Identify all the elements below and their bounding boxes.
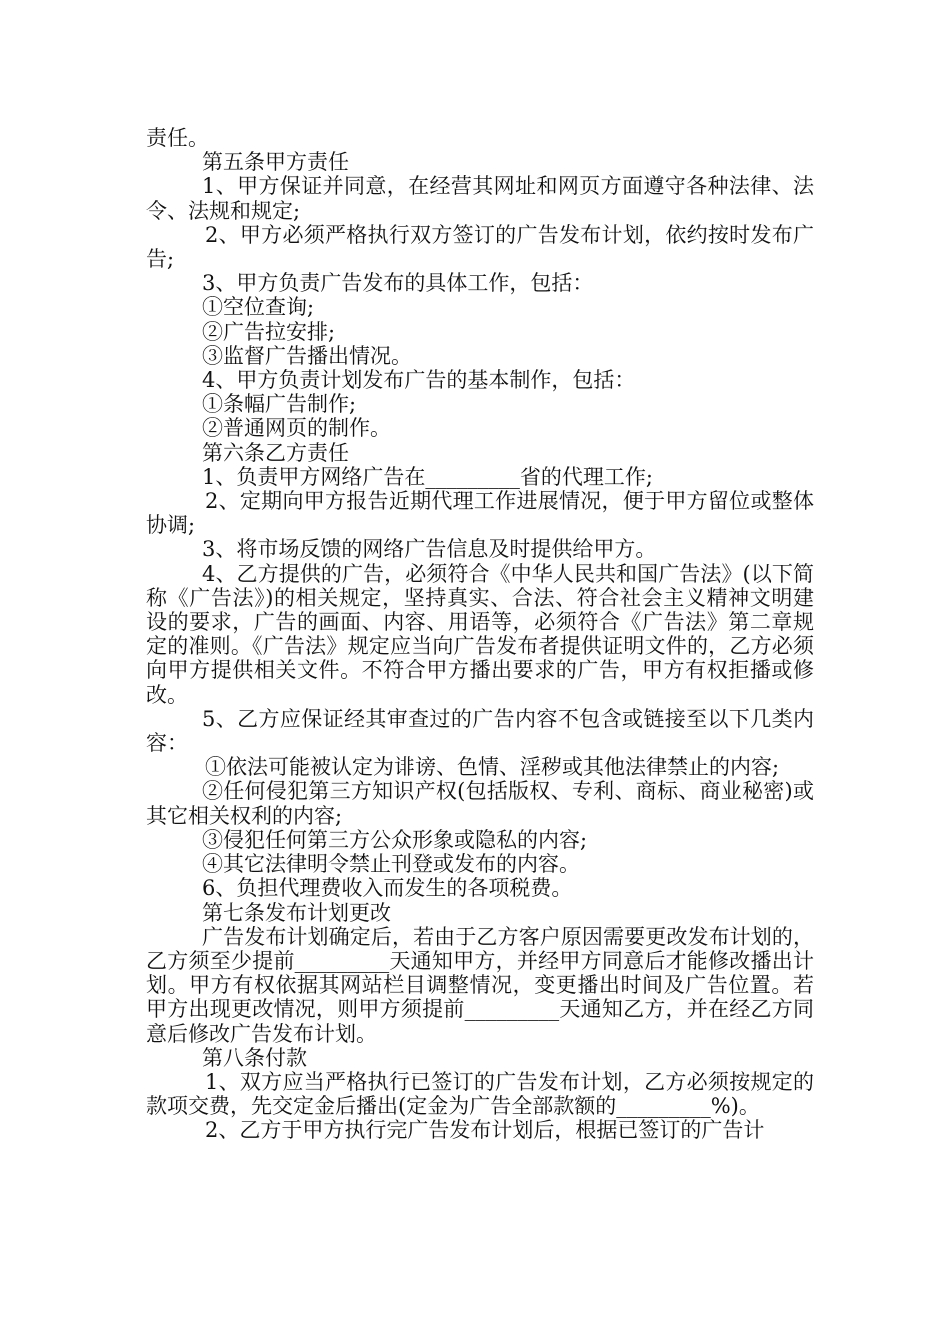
article-8-item-1: 1、双方应当严格执行已签订的广告发布计划，乙方必须按规定的款项交费，先交定金后播出(定金为广告全部款额的_________%)。 bbox=[146, 1069, 814, 1119]
article-5-item-2: 2、甲方必须严格执行双方签订的广告发布计划，依约按时发布广告; bbox=[146, 222, 814, 272]
article-5-item-4-sub-2: ②普通网页的制作。 bbox=[202, 416, 391, 441]
article-5-item-4-sub-1: ①条幅广告制作; bbox=[202, 392, 357, 417]
article-6-item-2: 2、定期向甲方报告近期代理工作进展情况，便于甲方留位或整体协调; bbox=[146, 489, 814, 538]
article-6-item-5-sub-1: ①依法可能被认定为诽谤、色情、淫秽或其他法律禁止的内容; bbox=[205, 755, 780, 780]
article-5-item-1: 1、甲方保证并同意，在经营其网址和网页方面遵守各种法律、法令、法规和规定; bbox=[146, 174, 814, 223]
article-6-item-5-sub-4: ④其它法律明令禁止刊登或发布的内容。 bbox=[202, 852, 580, 877]
article-5-item-3-sub-3: ③监督广告播出情况。 bbox=[202, 343, 412, 368]
article-7-body: 广告发布计划确定后，若由于乙方客户原因需要更改发布计划的，乙方须至少提前_________天通知甲方，并经甲方同意后才能修改播出计划。甲方有权依据其网站栏目调整情况，变更播出时间及广告位置。若甲方出现更改情况，则甲方须提前_________天通知乙方，并在经乙方同意后修改广告发布计划。 bbox=[146, 924, 814, 1046]
article-5-item-4: 4、甲方负责计划发布广告的基本制作，包括： bbox=[202, 368, 636, 393]
paragraph-continuation: 责任。 bbox=[146, 126, 209, 150]
article-6-item-6: 6、负担代理费收入而发生的各项税费。 bbox=[202, 876, 573, 901]
article-5-item-3-sub-2: ②广告拉安排; bbox=[202, 319, 336, 344]
article-7-heading: 第七条发布计划更改 bbox=[202, 900, 391, 925]
article-6-item-5: 5、乙方应保证经其审查过的广告内容不包含或链接至以下几类内容： bbox=[146, 706, 814, 756]
article-6-item-5-sub-2: ②任何侵犯第三方知识产权(包括版权、专利、商标、商业秘密)或其它相关权利的内容; bbox=[146, 779, 814, 828]
article-8-item-2: 2、乙方于甲方执行完广告发布计划后，根据已签订的广告计 bbox=[205, 1118, 765, 1143]
article-8-heading: 第八条付款 bbox=[202, 1045, 307, 1070]
article-5-item-3: 3、甲方负责广告发布的具体工作，包括： bbox=[202, 271, 594, 296]
article-6-heading: 第六条乙方责任 bbox=[202, 440, 349, 465]
article-5-item-3-sub-1: ①空位查询; bbox=[202, 295, 315, 320]
document-body bbox=[146, 126, 814, 1143]
article-5-heading: 第五条甲方责任 bbox=[202, 150, 349, 175]
article-6-item-5-sub-3: ③侵犯任何第三方公众形象或隐私的内容; bbox=[202, 827, 588, 852]
article-6-item-3: 3、将市场反馈的网络广告信息及时提供给甲方。 bbox=[202, 537, 657, 562]
article-6-item-4: 4、乙方提供的广告，必须符合《中华人民共和国广告法》(以下简称《广告法》)的相关规定，坚持真实、合法、符合社会主义精神文明建设的要求，广告的画面、内容、用语等，必须符合《广告法》第二章规定的准则。《广告法》规定应当向广告发布者提供证明文件的，乙方必须向甲方提供相关文件。不符合甲方播出要求的广告，甲方有权拒播或修改。 bbox=[146, 561, 814, 707]
article-6-item-1: 1、负责甲方网络广告在_________省的代理工作; bbox=[202, 464, 653, 489]
